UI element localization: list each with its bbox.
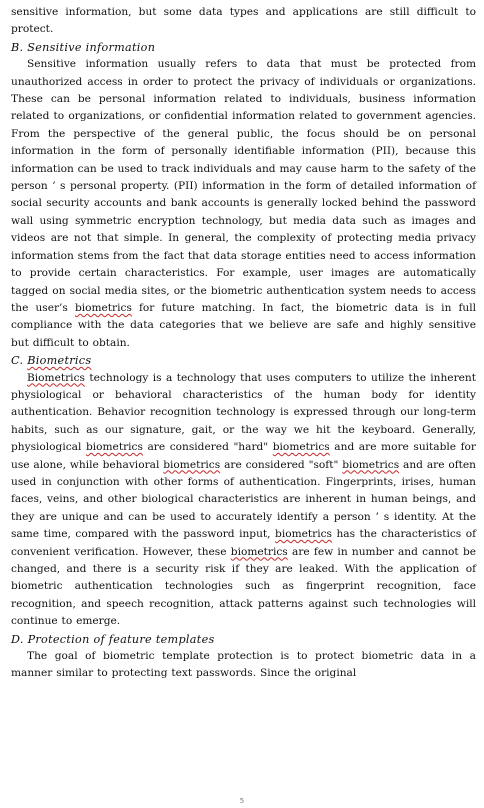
text-run: and are often used in conjunction with other forms of authentication. Fingerprints, irises, human faces, veins, and other biological characteristics are inherent in human beings, and they are unique and can be used to accurately identify a person ’ s identity. At the same time, compared with the password input, — [11, 458, 477, 541]
spellcheck-flagged-word: biometrics — [342, 458, 400, 471]
text-run: technology is a technology that uses computers to utilize the inherent physiological or behavioral characteristics of the human body for identity authentication. Behavior recognition technology is expressed through our long-term habits, such as our signature, gait, or the way we hit the keyboard. Generally, physiological — [11, 371, 476, 454]
text-run: Sensitive information usually refers to data that must be protected from unauthorized access in order to protect the privacy of individuals or organizations. These can be personal information related to individuals, business information related to organizations, or confidential information related to government agencies. From the perspective of the general public, the focus should be on personal information in the form of personally identifiable information (PII), because this information can be used to track individuals and may cause harm to the safety of the person ’ s personal property. (PII) information in the form of detailed information of social security accounts and bank accounts is generally locked behind the password wall using symmetric encryption technology, but media data such as images and videos are not that simple. In general, the complexity of protecting media privacy information stems from the fact that data storage entities need to access information to provide certain characteristics. For example, user images are automatically tagged on social media sites, or the biometric authentication system needs to access the user’s — [11, 58, 476, 314]
intro-paragraph-tail: sensitive information, but some data types and applications are still difficult to protect. — [11, 6, 476, 36]
section-heading: D. Protection of feature templates — [11, 632, 215, 646]
spellcheck-flagged-word: biometrics — [163, 458, 221, 471]
spellcheck-flagged-word: biometrics — [74, 301, 132, 314]
page-number: 5 — [239, 797, 245, 805]
text-run: are few in number and cannot be changed, and there is a security risk if they are leaked. With the application of biometric authentication technologies such as fingerprint recognition, face recognition, and speech recognition, attack patterns against such technologies will continue to emerge. — [11, 545, 477, 628]
document-page — [11, 4, 476, 683]
section-paragraph — [11, 56, 476, 352]
text-run: The goal of biometric template protection is to protect biometric data in a manner similar to protecting text passwords. Since the original — [11, 650, 476, 680]
section-paragraph — [11, 370, 476, 631]
spellcheck-flagged-word: Biometrics — [27, 371, 85, 384]
section-heading-prefix: C. — [11, 354, 28, 368]
document-sections — [11, 39, 476, 683]
spellcheck-flagged-word: biometrics — [230, 545, 288, 558]
text-run: and are more suitable for use alone, while behavioral — [11, 441, 476, 471]
spellcheck-flagged-word: biometrics — [272, 441, 330, 454]
spellcheck-flagged-word: biometrics — [275, 528, 332, 541]
spellcheck-flagged-word: Biometrics — [27, 354, 92, 368]
text-run: has the characteristics of convenient verification. However, these — [11, 528, 477, 558]
section-paragraph — [11, 648, 476, 683]
text-run: are considered "soft" — [220, 458, 343, 471]
section-heading: B. Sensitive information — [11, 40, 156, 54]
text-run: are considered "hard" — [142, 441, 273, 454]
section-heading — [11, 352, 476, 369]
spellcheck-flagged-word: biometrics — [85, 441, 143, 454]
text-run: for future matching. In fact, the biometric data is in full compliance with the data categories that we believe are safe and highly sensitive but difficult to obtain. — [11, 301, 477, 349]
